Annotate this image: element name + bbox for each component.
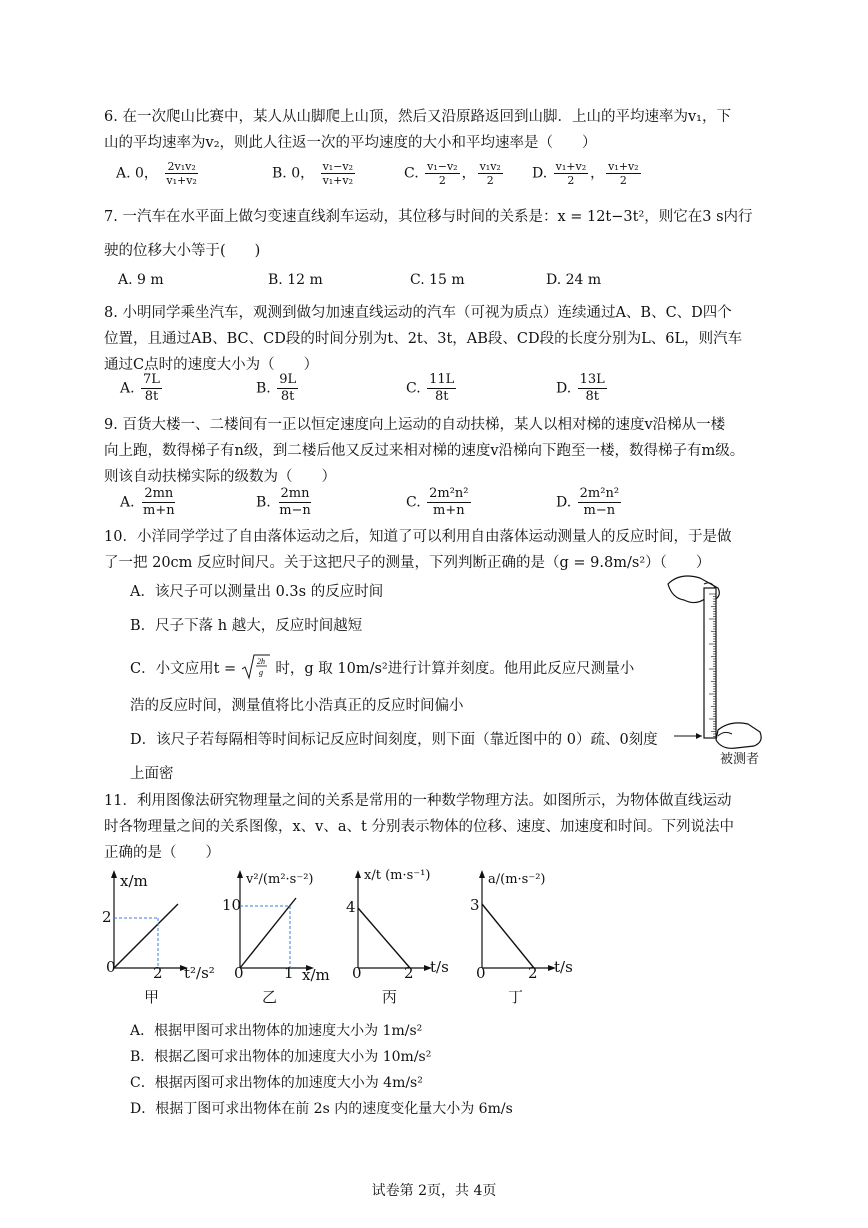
q10-option-a[interactable]: A．该尺子可以测量出 0.3s 的反应时间 (130, 584, 384, 600)
graph-yi-ylabel: v²/(m²·s⁻²) (246, 872, 314, 887)
q8-option-b[interactable]: B. $\frac{9L}{8t}$ (256, 372, 297, 404)
graph-ding-ylabel: a/(m·s⁻²) (488, 872, 546, 887)
question-10-line1: 10．小洋同学学过了自由落体运动之后，知道了可以利用自由落体运动测量人的反应时间，于是做 (104, 529, 732, 545)
q6-option-c[interactable]: C. $\frac{\text{v₁−v₂}}{2}$ ， $\frac{\text{v₁v₂}}{2}$ (404, 160, 501, 187)
graph-bing-origin: 0 (352, 964, 362, 982)
graph-ding-origin: 0 (476, 964, 486, 982)
graph-ding-xtick: 2 (528, 964, 538, 982)
question-7-line2: 驶的位移大小等于( ) (104, 243, 261, 259)
question-10-line2: 了一把 20cm 反应时间尺。关于这把尺子的测量，下列判断正确的是（g = 9.8m/s²）（ ） (104, 555, 711, 571)
question-9-line1: 9. 百货大楼一、二楼间有一正以恒定速度向上运动的自动扶梯，某人以相对梯的速度v沿梯从一楼 (104, 417, 726, 433)
tested-person-caption: 被测者 (720, 752, 760, 767)
graph-yi-xlabel: x/m (302, 966, 330, 984)
graph-yi-name: 乙 (262, 988, 278, 1006)
q10-option-d-line1[interactable]: D．该尺子若每隔相等时间标记反应时间刻度，则下面（靠近图中的 0）疏、0刻度 (130, 732, 658, 748)
question-8-line1: 8. 小明同学乘坐汽车，观测到做匀加速直线运动的汽车（可视为质点）连续通过A、B、C、D四个 (104, 305, 732, 321)
graph-yi-origin: 0 (234, 964, 244, 982)
q9-option-c[interactable]: C. $\frac{\text{2m²n²}}{m+n}$ (406, 486, 469, 518)
q7-option-c[interactable]: C. 15 m (410, 272, 465, 288)
q11-option-d[interactable]: D．根据丁图可求出物体在前 2s 内的速度变化量大小为 6m/s (130, 1101, 513, 1117)
question-11-line1: 11．利用图像法研究物理量之间的关系是常用的一种数学物理方法。如图所示，为物体做直线运动 (104, 793, 732, 809)
q10-option-b[interactable]: B．尺子下落 h 越大，反应时间越短 (130, 618, 363, 634)
question-7 (104, 200, 770, 268)
q11-option-a[interactable]: A．根据甲图可求出物体的加速度大小为 1m/s² (130, 1023, 423, 1039)
q9-option-a[interactable]: A. $\frac{2mn}{m+n}$ (120, 486, 175, 518)
question-11-line3: 正确的是（ ） (104, 845, 220, 861)
question-7-line1: 7. 一汽车在水平面上做匀变速直线刹车运动，其位移与时间的关系是：x = 12t−3t²，则它在3 s内行 (104, 209, 753, 225)
q9-option-d[interactable]: D. $\frac{\text{2m²n²}}{m-n}$ (556, 486, 620, 518)
graph-ding-ytick: 3 (470, 896, 480, 914)
question-8-line2: 位置，且通过AB、BC、CD段的时间分别为t、2t、3t，AB段、CD段的长度分别为L、6L，则汽车 (104, 331, 743, 347)
graph-jia-xtick: 2 (153, 964, 163, 982)
question-11-line2: 时各物理量之间的关系图像，x、v、a、t 分别表示物体的位移、速度、加速度和时间。下列说法中 (104, 819, 734, 835)
svg-text:2h: 2h (256, 657, 265, 666)
q8-option-c[interactable]: C. $\frac{11L}{8t}$ (406, 372, 455, 404)
svg-text:g: g (258, 668, 263, 677)
q11-option-c[interactable]: C．根据丙图可求出物体的加速度大小为 4m/s² (130, 1075, 423, 1091)
graph-yi-ytick: 10 (222, 896, 242, 914)
q11-option-b[interactable]: B．根据乙图可求出物体的加速度大小为 10m/s² (130, 1049, 432, 1065)
q10-option-c-line2: 浩的反应时间，测量值将比小浩真正的反应时间偏小 (130, 698, 464, 714)
graph-ding-xlabel: t/s (554, 958, 573, 976)
graph-bing-xlabel: t/s (430, 958, 449, 976)
graph-jia-ylabel: x/m (120, 872, 148, 890)
q11-options (130, 1018, 513, 1122)
graph-jia-origin: 0 (106, 958, 116, 976)
q6-option-a[interactable]: A. 0， $\frac{\text{2v₁v₂}}{\text{v₁+v₂}}$ (116, 160, 197, 187)
sqrt-formula (241, 652, 271, 686)
question-6-line2: 山的平均速率为v₂，则此人往返一次的平均速度的大小和平均速率是（ ） (104, 135, 597, 151)
question-6 (104, 104, 770, 156)
graph-jia (100, 868, 230, 1006)
graph-bing-ytick: 4 (346, 898, 356, 916)
q6-option-b[interactable]: B. 0， $\frac{\text{v₁−v₂}}{\text{v₁+v₂}}$ (272, 160, 354, 187)
q8-option-a[interactable]: A. $\frac{7L}{8t}$ (120, 372, 160, 404)
graph-ding-name: 丁 (508, 988, 524, 1006)
reaction-ruler-illustration (660, 570, 770, 774)
question-6-line1: 6. 在一次爬山比赛中，某人从山脚爬上山顶，然后又沿原路返回到山脚．上山的平均速率为v₁，下 (104, 109, 731, 125)
graph-bing-xtick: 2 (404, 964, 414, 982)
graph-ding (468, 868, 598, 1006)
graph-yi-xtick: 1 (284, 964, 294, 982)
question-8 (104, 300, 770, 378)
graph-jia-name: 甲 (144, 988, 160, 1006)
question-8-line3: 通过C点时的速度大小为（ ） (104, 357, 319, 373)
q8-option-d[interactable]: D. $\frac{13L}{8t}$ (556, 372, 605, 404)
q9-option-b[interactable]: B. $\frac{2mn}{m-n}$ (256, 486, 311, 518)
question-9-line2: 向上跑，数得梯子有n级，到二楼后他又反过来相对梯的速度v沿梯向下跑至一楼，数得梯子有m级。 (104, 443, 745, 459)
q7-option-b[interactable]: B. 12 m (268, 272, 323, 288)
graph-yi (222, 868, 356, 1006)
graph-bing (344, 868, 474, 1006)
q10-option-c-line1[interactable]: C．小文应用t = 2h g 时，g 取 10m/s²进行计算并刻度。他用此反应尺测量小 (130, 652, 634, 686)
graph-bing-ylabel: x/t (m·s⁻¹) (364, 868, 431, 883)
q10-option-d-line2: 上面密 (130, 766, 174, 782)
question-9-line3: 则该自动扶梯实际的级数为（ ） (104, 469, 336, 485)
page-footer: 试卷第 2页，共 4页 (371, 1183, 497, 1199)
q7-option-d[interactable]: D. 24 m (546, 272, 602, 288)
q6-option-d[interactable]: D. $\frac{\text{v₁+v₂}}{2}$ ， $\frac{\text{v₁+v₂}}{2}$ (532, 160, 639, 187)
question-9 (104, 412, 770, 490)
graph-jia-xlabel: t²/s² (184, 964, 215, 982)
q7-option-a[interactable]: A. 9 m (118, 272, 164, 288)
question-10 (104, 524, 770, 576)
graph-jia-ytick: 2 (102, 908, 112, 926)
graph-bing-name: 丙 (382, 988, 398, 1006)
question-11 (104, 788, 770, 866)
